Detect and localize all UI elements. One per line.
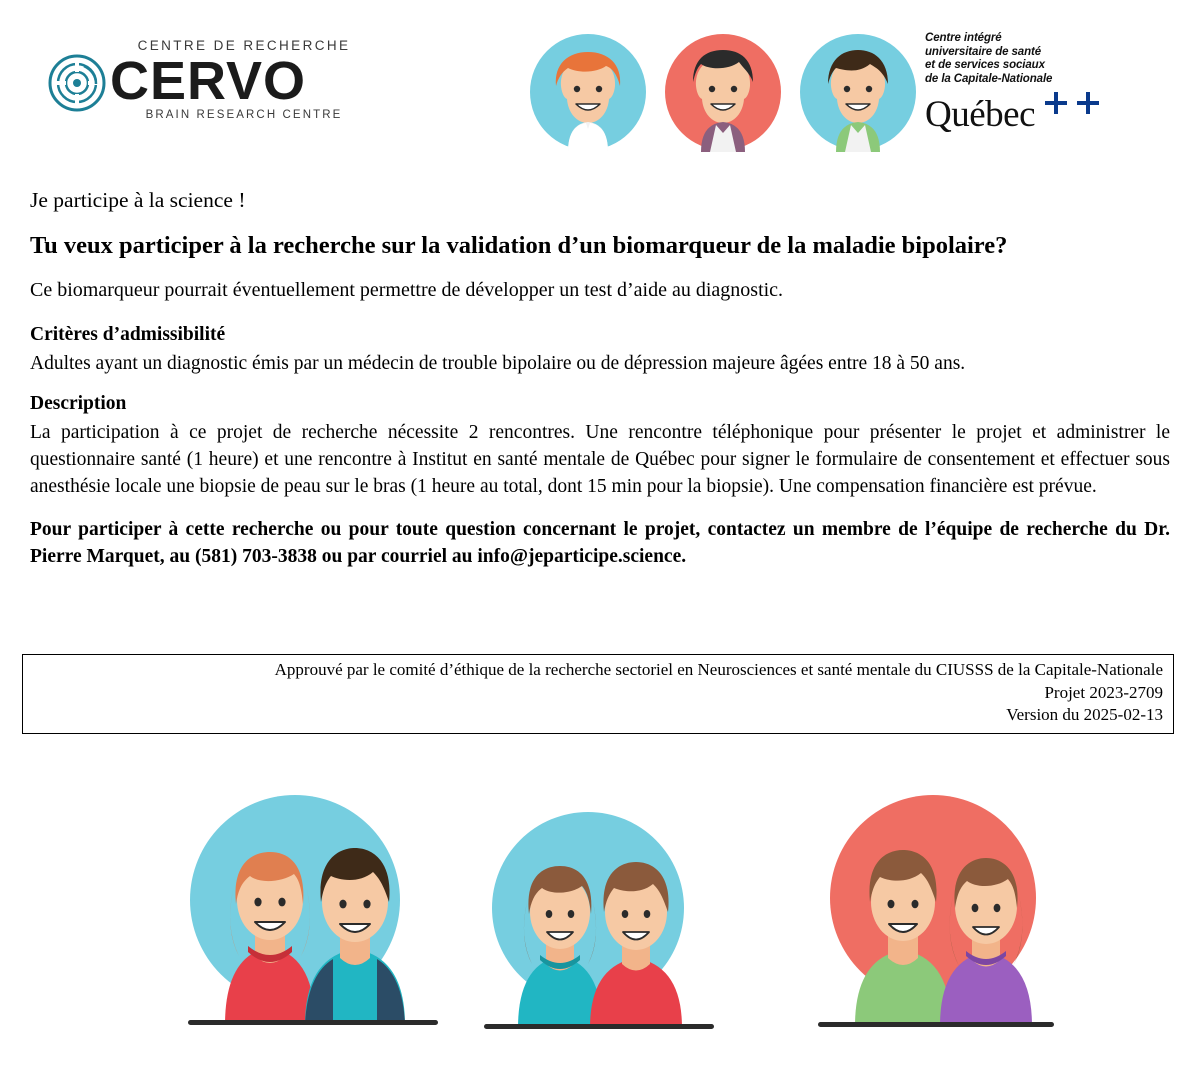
cervo-brain-icon (48, 54, 106, 112)
quebec-flag-icon (1041, 90, 1103, 122)
cervo-logo-bottom-text: BRAIN RESEARCH CENTRE (145, 109, 343, 121)
contact-paragraph: Pour participer à cette recherche ou pour toute question concernant le projet, contactez un membre de l’équipe de recherche du Dr. Pierre Marquet, au (581) 703-3838 ou par courriel au info@jeparticipe.science. (30, 519, 1170, 567)
bottom-illustrations (0, 760, 1200, 1060)
description-body: La participation à ce projet de recherche nécessite 2 rencontres. Une rencontre téléphonique pour présenter le projet et administrer le questionnaire santé (1 heure) et une rencontre à Institut en santé mentale de Québec pour signer le formulaire de consentement et effectuer sous anesthésie locale une biopsie de peau sur le bras (1 heure au total, dont 15 min pour la biopsie). Une compensation financière est prévue. (30, 422, 1170, 497)
approval-line-2: Projet 2023-2709 (1044, 682, 1163, 702)
face-right (800, 34, 916, 152)
quebec-logo-line3: et de services sociaux (925, 59, 1045, 71)
approval-box (22, 654, 1174, 734)
document-body (30, 185, 1170, 570)
eligibility-heading: Critères d’admissibilité (30, 324, 226, 345)
quebec-wordmark (925, 90, 1140, 134)
cervo-logo-top-text: CENTRE DE RECHERCHE (137, 38, 351, 53)
approval-line-1: Approuvé par le comité d’éthique de la recherche sectoriel en Neurosciences et santé mentale du CIUSSS de la Capitale-Nationale (274, 660, 1163, 679)
cervo-logo-wordmark: CERVO (110, 51, 307, 111)
eligibility-body: Adultes ayant un diagnostic émis par un médecin de trouble bipolaire ou de dépression majeure âgées entre 18 à 50 ans. (30, 353, 966, 374)
couple-illustration-1 (170, 780, 440, 1040)
face-left (530, 34, 646, 152)
quebec-logo-line2: universitaire de santé (925, 45, 1042, 58)
approval-line-3: Version du 2025-02-13 (1006, 705, 1163, 724)
spacer (30, 377, 1170, 391)
quebec-wordmark-text: Québec (925, 94, 1035, 135)
quebec-logo-line4: de la Capitale-Nationale (925, 72, 1053, 85)
description-heading: Description (30, 393, 127, 414)
couple-illustration-3 (800, 782, 1070, 1040)
couple-illustration-2 (470, 800, 720, 1040)
cervo-logo (48, 38, 378, 138)
face-center (665, 34, 781, 152)
quebec-logo-line1: Centre intégré (925, 32, 1002, 44)
subtitle-text: Ce biomarqueur pourrait éventuellement permettre de développer un test d’aide au diagnostic. (30, 279, 784, 301)
page-header (0, 0, 1200, 175)
quebec-logo (925, 32, 1140, 135)
page-title: Tu veux participer à la recherche sur la validation d’un biomarqueur de la maladie bipolaire? (30, 232, 1008, 259)
three-faces-illustration (528, 32, 918, 152)
lead-text: Je participe à la science ! (30, 188, 246, 212)
